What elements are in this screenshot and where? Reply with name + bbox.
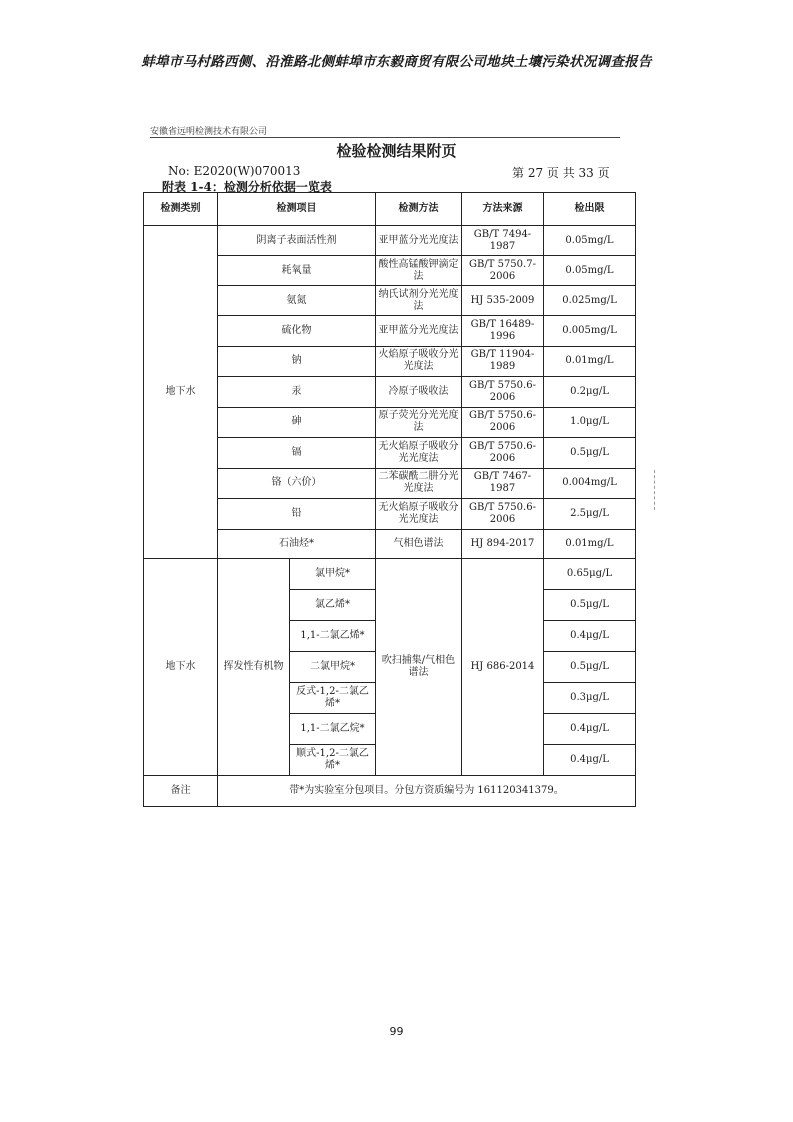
source-cell: GB/T 16489-1996 <box>462 316 544 347</box>
method-cell: 吹扫捕集/气相色谱法 <box>376 558 462 775</box>
method-cell: 原子荧光分光光度法 <box>376 407 462 438</box>
page-number: 99 <box>389 1025 404 1038</box>
item-cell: 二氯甲烷* <box>290 651 376 682</box>
table-row <box>144 346 636 377</box>
organization-name: 安徽省远明检测技术有限公司 <box>150 127 268 137</box>
source-cell: GB/T 11904-1989 <box>462 346 544 377</box>
limit-cell: 0.05mg/L <box>544 226 636 256</box>
limit-cell: 2.5μg/L <box>544 499 636 530</box>
method-cell: 无火焰原子吸收分光光度法 <box>376 499 462 530</box>
method-cell: 火焰原子吸收分光光度法 <box>376 346 462 377</box>
item-cell: 氨氮 <box>218 286 376 316</box>
header-divider <box>150 137 620 138</box>
method-cell: 无火焰原子吸收分光光度法 <box>376 438 462 469</box>
item-cell: 砷 <box>218 407 376 438</box>
item-cell: 铅 <box>218 499 376 530</box>
header-item: 检测项目 <box>218 193 376 226</box>
method-cell: 亚甲蓝分光光度法 <box>376 226 462 256</box>
remark-row <box>144 775 636 806</box>
table-row <box>144 407 636 438</box>
item-cell: 钠 <box>218 346 376 377</box>
method-cell: 气相色谱法 <box>376 529 462 558</box>
method-cell: 纳氏试剂分光光度法 <box>376 286 462 316</box>
source-cell: GB/T 7467-1987 <box>462 468 544 499</box>
table-header-row <box>144 193 636 226</box>
item-cell: 1,1-二氯乙烷* <box>290 713 376 744</box>
page-count: 第 27 页 共 33 页 <box>512 166 610 180</box>
source-cell: GB/T 5750.7-2006 <box>462 256 544 286</box>
table-caption: 附表 1-4：检测分析依据一览表 <box>162 180 332 194</box>
method-cell: 亚甲蓝分光光度法 <box>376 316 462 347</box>
limit-cell: 0.5μg/L <box>544 438 636 469</box>
table-row <box>144 377 636 408</box>
item-cell: 氯乙烯* <box>290 589 376 620</box>
page-title: 检验检测结果附页 <box>336 142 457 160</box>
item-cell: 铬（六价） <box>218 468 376 499</box>
source-cell: HJ 535-2009 <box>462 286 544 316</box>
subcategory-cell: 挥发性有机物 <box>218 558 290 775</box>
source-cell: HJ 894-2017 <box>462 529 544 558</box>
scan-margin-mark <box>654 470 656 510</box>
limit-cell: 0.4μg/L <box>544 620 636 651</box>
item-cell: 氯甲烷* <box>290 558 376 589</box>
analysis-basis-table <box>143 192 636 807</box>
table-row <box>144 286 636 316</box>
source-cell: GB/T 5750.6-2006 <box>462 499 544 530</box>
item-cell: 耗氧量 <box>218 256 376 286</box>
source-cell: GB/T 5750.6-2006 <box>462 377 544 408</box>
remark-label: 备注 <box>144 775 218 806</box>
header-limit: 检出限 <box>544 193 636 226</box>
category-cell: 地下水 <box>144 226 218 559</box>
category-cell: 地下水 <box>144 558 218 775</box>
limit-cell: 0.5μg/L <box>544 651 636 682</box>
report-number: No: E2020(W)070013 <box>168 164 301 178</box>
limit-cell: 0.65μg/L <box>544 558 636 589</box>
source-cell: GB/T 5750.6-2006 <box>462 407 544 438</box>
table-row <box>144 226 636 256</box>
limit-cell: 0.025mg/L <box>544 286 636 316</box>
item-cell: 汞 <box>218 377 376 408</box>
limit-cell: 0.5μg/L <box>544 589 636 620</box>
table-row <box>144 499 636 530</box>
limit-cell: 0.05mg/L <box>544 256 636 286</box>
source-cell: HJ 686-2014 <box>462 558 544 775</box>
table-row <box>144 316 636 347</box>
table-row <box>144 438 636 469</box>
limit-cell: 0.4μg/L <box>544 744 636 775</box>
item-cell: 镉 <box>218 438 376 469</box>
limit-cell: 0.3μg/L <box>544 682 636 713</box>
page-header: 蚌埠市马村路西侧、沿淮路北侧蚌埠市东毅商贸有限公司地块土壤污染状况调查报告 <box>141 54 652 70</box>
limit-cell: 0.2μg/L <box>544 377 636 408</box>
source-cell: GB/T 7494-1987 <box>462 226 544 256</box>
method-cell: 酸性高锰酸钾滴定法 <box>376 256 462 286</box>
method-cell: 冷原子吸收法 <box>376 377 462 408</box>
item-cell: 石油烃* <box>218 529 376 558</box>
item-cell: 顺式-1,2-二氯乙烯* <box>290 744 376 775</box>
header-source: 方法来源 <box>462 193 544 226</box>
item-cell: 反式-1,2-二氯乙烯* <box>290 682 376 713</box>
header-method: 检测方法 <box>376 193 462 226</box>
item-cell: 硫化物 <box>218 316 376 347</box>
table-row <box>144 256 636 286</box>
remark-text: 带*为实验室分包项目。分包方资质编号为 161120341379。 <box>218 775 636 806</box>
item-cell: 1,1-二氯乙烯* <box>290 620 376 651</box>
limit-cell: 0.01mg/L <box>544 529 636 558</box>
method-cell: 二苯碳酰二肼分光光度法 <box>376 468 462 499</box>
limit-cell: 0.004mg/L <box>544 468 636 499</box>
table-row <box>144 529 636 558</box>
limit-cell: 0.01mg/L <box>544 346 636 377</box>
limit-cell: 1.0μg/L <box>544 407 636 438</box>
limit-cell: 0.4μg/L <box>544 713 636 744</box>
table-row <box>144 558 636 589</box>
limit-cell: 0.005mg/L <box>544 316 636 347</box>
source-cell: GB/T 5750.6-2006 <box>462 438 544 469</box>
header-category: 检测类别 <box>144 193 218 226</box>
item-cell: 阴离子表面活性剂 <box>218 226 376 256</box>
table-row <box>144 468 636 499</box>
